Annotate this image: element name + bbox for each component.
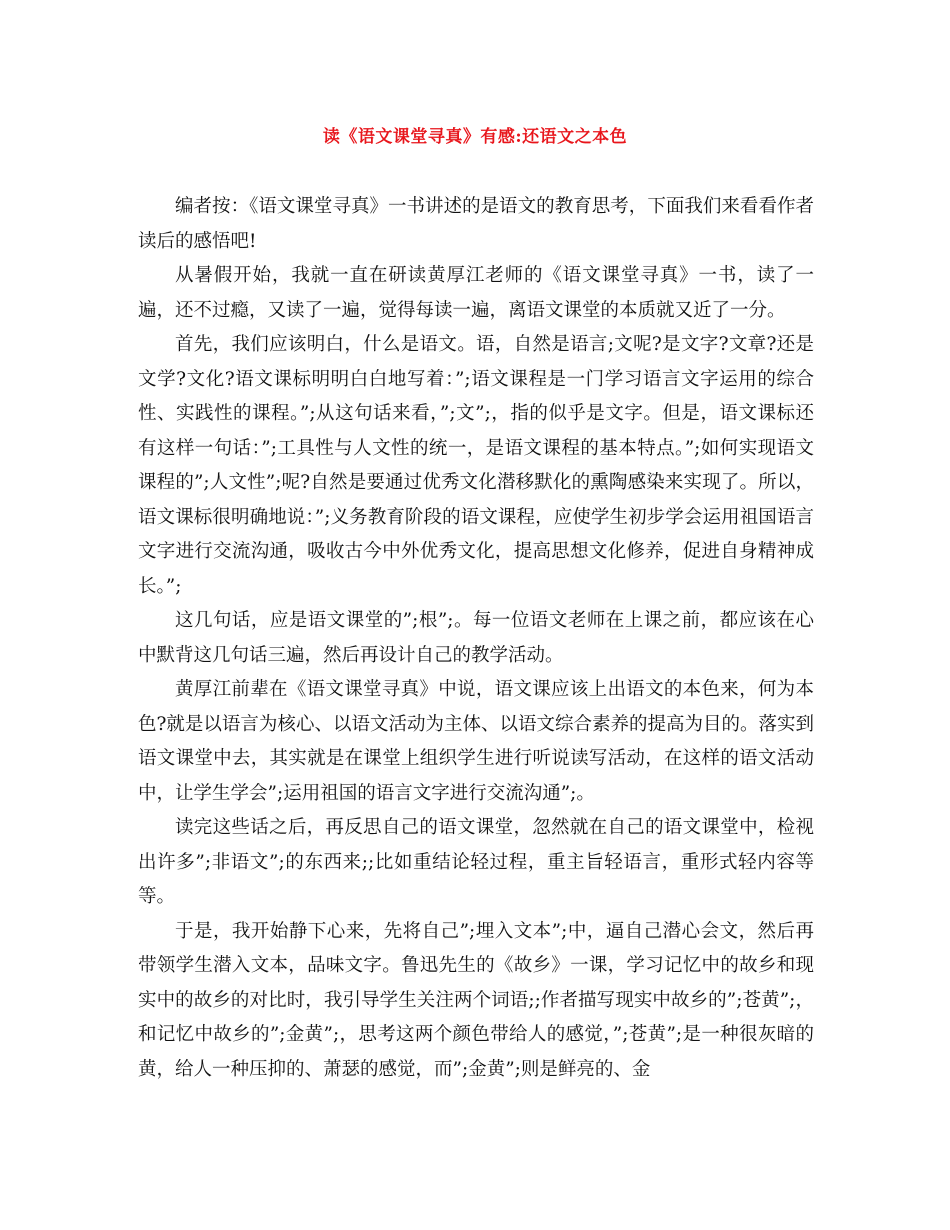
paragraph: 于是，我开始静下心来，先将自己”;埋入文本”;中，逼自己潜心会文，然后再带领学生潜入文本，品味文字。鲁迅先生的《故乡》一课，学习记忆中的故乡和现实中的故乡的对比时，我引导学生关注两个词语;;作者描写现实中故乡的”;苍黄”;，和记忆中故乡的”;金黄”;，思考这两个颜色带给人的感觉，”;苍黄”;是一种很灰暗的黄，给人一种压抑的、萧瑟的感觉，而”;金黄”;则是鲜亮的、金 bbox=[138, 920, 814, 1080]
document-body bbox=[138, 190, 814, 1087]
paragraph: 这几句话，应是语文课堂的”;根”;。每一位语文老师在上课之前，都应该在心中默背这几句话三遍，然后再设计自己的教学活动。 bbox=[138, 610, 814, 666]
paragraph-editor-note: 编者按：《语文课堂寻真》一书讲述的是语文的教育思考，下面我们来看看作者读后的感悟吧! bbox=[138, 196, 814, 252]
paragraph: 黄厚江前辈在《语文课堂寻真》中说，语文课应该上出语文的本色来，何为本色?就是以语言为核心、以语文活动为主体、以语文综合素养的提高为目的。落实到语文课堂中去，其实就是在课堂上组织学生进行听说读写活动，在这样的语文活动中，让学生学会”;运用祖国的语言文字进行交流沟通”;。 bbox=[138, 679, 814, 804]
paragraph: 读完这些话之后，再反思自己的语文课堂，忽然就在自己的语文课堂中，检视出许多”;非语文”;的东西来;;比如重结论轻过程，重主旨轻语言，重形式轻内容等等。 bbox=[138, 817, 814, 907]
paragraph: 首先，我们应该明白，什么是语文。语，自然是语言;文呢?是文字?文章?还是文学?文化?语文课标明明白白地写着：”;语文课程是一门学习语言文字运用的综合性、实践性的课程。”;从这句话来看，”;文”;，指的似乎是文字。但是，语文课标还有这样一句话：”;工具性与人文性的统一，是语文课程的基本特点。”;如何实现语文课程的”;人文性”;呢?自然是要通过优秀文化潜移默化的熏陶感染来实现了。所以，语文课标很明确地说：”;义务教育阶段的语文课程，应使学生初步学会运用祖国语言文字进行交流沟通，吸收古今中外优秀文化，提高思想文化修养，促进自身精神成长。”; bbox=[138, 334, 814, 597]
paragraph: 从暑假开始，我就一直在研读黄厚江老师的《语文课堂寻真》一书，读了一遍，还不过瘾，又读了一遍，觉得每读一遍，离语文课堂的本质就又近了一分。 bbox=[138, 265, 814, 321]
document-title: 读《语文课堂寻真》有感:还语文之本色 bbox=[322, 127, 628, 147]
